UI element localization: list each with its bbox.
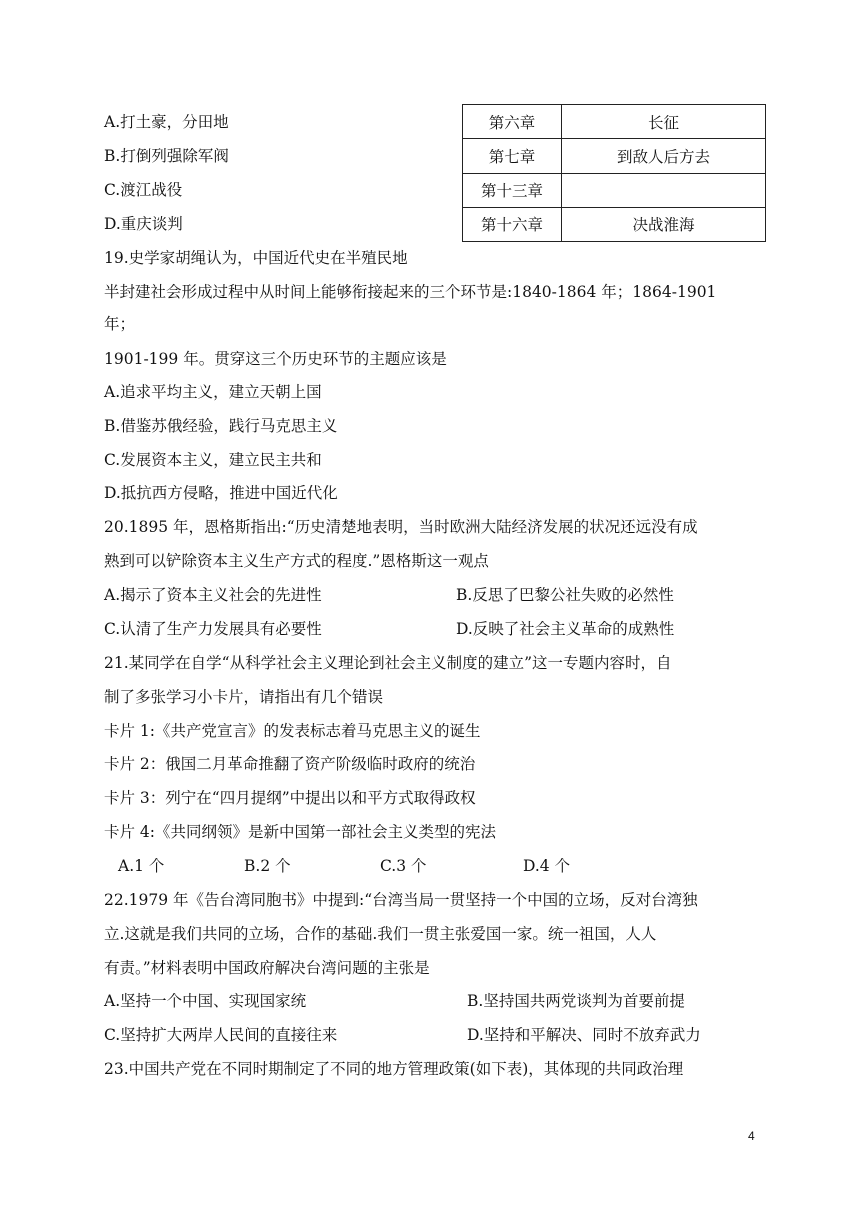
q20-option-d: D.反映了社会主义革命的成熟性 bbox=[456, 620, 675, 638]
q21-stem-line1: 21.某同学在自学“从科学社会主义理论到社会主义制度的建立”这一专题内容时，自 bbox=[104, 654, 672, 672]
q19-option-d: D.抵抗西方侵略，推进中国近代化 bbox=[104, 484, 338, 502]
q19-option-c: C.发展资本主义，建立民主共和 bbox=[104, 451, 322, 469]
q20-option-a: A.揭示了资本主义社会的先进性 bbox=[104, 586, 322, 604]
q18-option-b: B.打倒列强除军阀 bbox=[104, 147, 229, 165]
q20-stem-line1: 20.1895 年，恩格斯指出:“历史清楚地表明，当时欧洲大陆经济发展的状况还远没有成 bbox=[104, 518, 698, 536]
q21-card-4: 卡片 4:《共同纲领》是新中国第一部社会主义类型的宪法 bbox=[104, 823, 497, 841]
q22-option-c: C.坚持扩大两岸人民间的直接往来 bbox=[104, 1026, 338, 1044]
q21-option-c: C.3 个 bbox=[380, 857, 427, 875]
q18-option-a: A.打土豪，分田地 bbox=[104, 113, 229, 131]
q18-option-c: C.渡江战役 bbox=[104, 181, 183, 199]
q20-stem-line2: 熟到可以铲除资本主义生产方式的程度.”恩格斯这一观点 bbox=[104, 552, 489, 570]
q22-stem-line3: 有责。”材料表明中国政府解决台湾问题的主张是 bbox=[104, 959, 430, 977]
q22-stem-line1: 22.1979 年《告台湾同胞书》中提到:“台湾当局一贯坚持一个中国的立场，反对台湾独 bbox=[104, 891, 698, 909]
table-row bbox=[463, 105, 766, 139]
page-number: 4 bbox=[748, 1129, 755, 1143]
q20-option-b: B.反思了巴黎公社失败的必然性 bbox=[456, 586, 674, 604]
table-cell-title: 长征 bbox=[562, 105, 766, 139]
table-row bbox=[463, 207, 766, 241]
chapter-table bbox=[462, 104, 766, 242]
table-cell-chapter: 第十六章 bbox=[463, 207, 562, 241]
q21-card-2: 卡片 2：俄国二月革命推翻了资产阶级临时政府的统治 bbox=[104, 755, 476, 773]
table-cell-title: 决战淮海 bbox=[562, 207, 766, 241]
q22-option-d: D.坚持和平解决、同时不放弃武力 bbox=[467, 1026, 701, 1044]
table-cell-title: 到敌人后方去 bbox=[562, 139, 766, 173]
q19-stem-line2: 半封建社会形成过程中从时间上能够衔接起来的三个环节是:1840-1864 年；1864-1901 bbox=[104, 283, 717, 301]
q21-card-3: 卡片 3：列宁在“四月提纲”中提出以和平方式取得政权 bbox=[104, 789, 476, 807]
q21-option-d: D.4 个 bbox=[523, 857, 571, 875]
q18-option-d: D.重庆谈判 bbox=[104, 215, 183, 233]
q21-option-b: B.2 个 bbox=[244, 857, 291, 875]
table-cell-chapter: 第六章 bbox=[463, 105, 562, 139]
q19-option-b: B.借鉴苏俄经验，践行马克思主义 bbox=[104, 417, 338, 435]
table-cell-chapter: 第七章 bbox=[463, 139, 562, 173]
q22-option-b: B.坚持国共两党谈判为首要前提 bbox=[467, 992, 685, 1010]
q20-option-c: C.认清了生产力发展具有必要性 bbox=[104, 620, 322, 638]
q19-stem-line4: 1901-199 年。贯穿这三个历史环节的主题应该是 bbox=[104, 350, 447, 368]
q22-stem-line2: 立.这就是我们共同的立场，合作的基础.我们一贯主张爱国一家。统一祖国，人人 bbox=[104, 925, 657, 943]
q22-option-a: A.坚持一个中国、实现国家统 bbox=[104, 992, 307, 1010]
table-row bbox=[463, 139, 766, 173]
table-row bbox=[463, 173, 766, 207]
q21-card-1: 卡片 1:《共产党宣言》的发表标志着马克思主义的诞生 bbox=[104, 722, 481, 740]
q23-stem-line1: 23.中国共产党在不同时期制定了不同的地方管理政策(如下表)，其体现的共同政治理 bbox=[104, 1060, 684, 1078]
table-cell-title bbox=[562, 173, 766, 207]
table-cell-chapter: 第十三章 bbox=[463, 173, 562, 207]
q19-stem-line1: 19.史学家胡绳认为，中国近代史在半殖民地 bbox=[104, 249, 408, 267]
q19-stem-line3: 年； bbox=[104, 315, 136, 333]
q21-option-a: A.1 个 bbox=[118, 857, 165, 875]
q21-stem-line2: 制了多张学习小卡片，请指出有几个错误 bbox=[104, 688, 384, 706]
q19-option-a: A.追求平均主义，建立天朝上国 bbox=[104, 383, 322, 401]
